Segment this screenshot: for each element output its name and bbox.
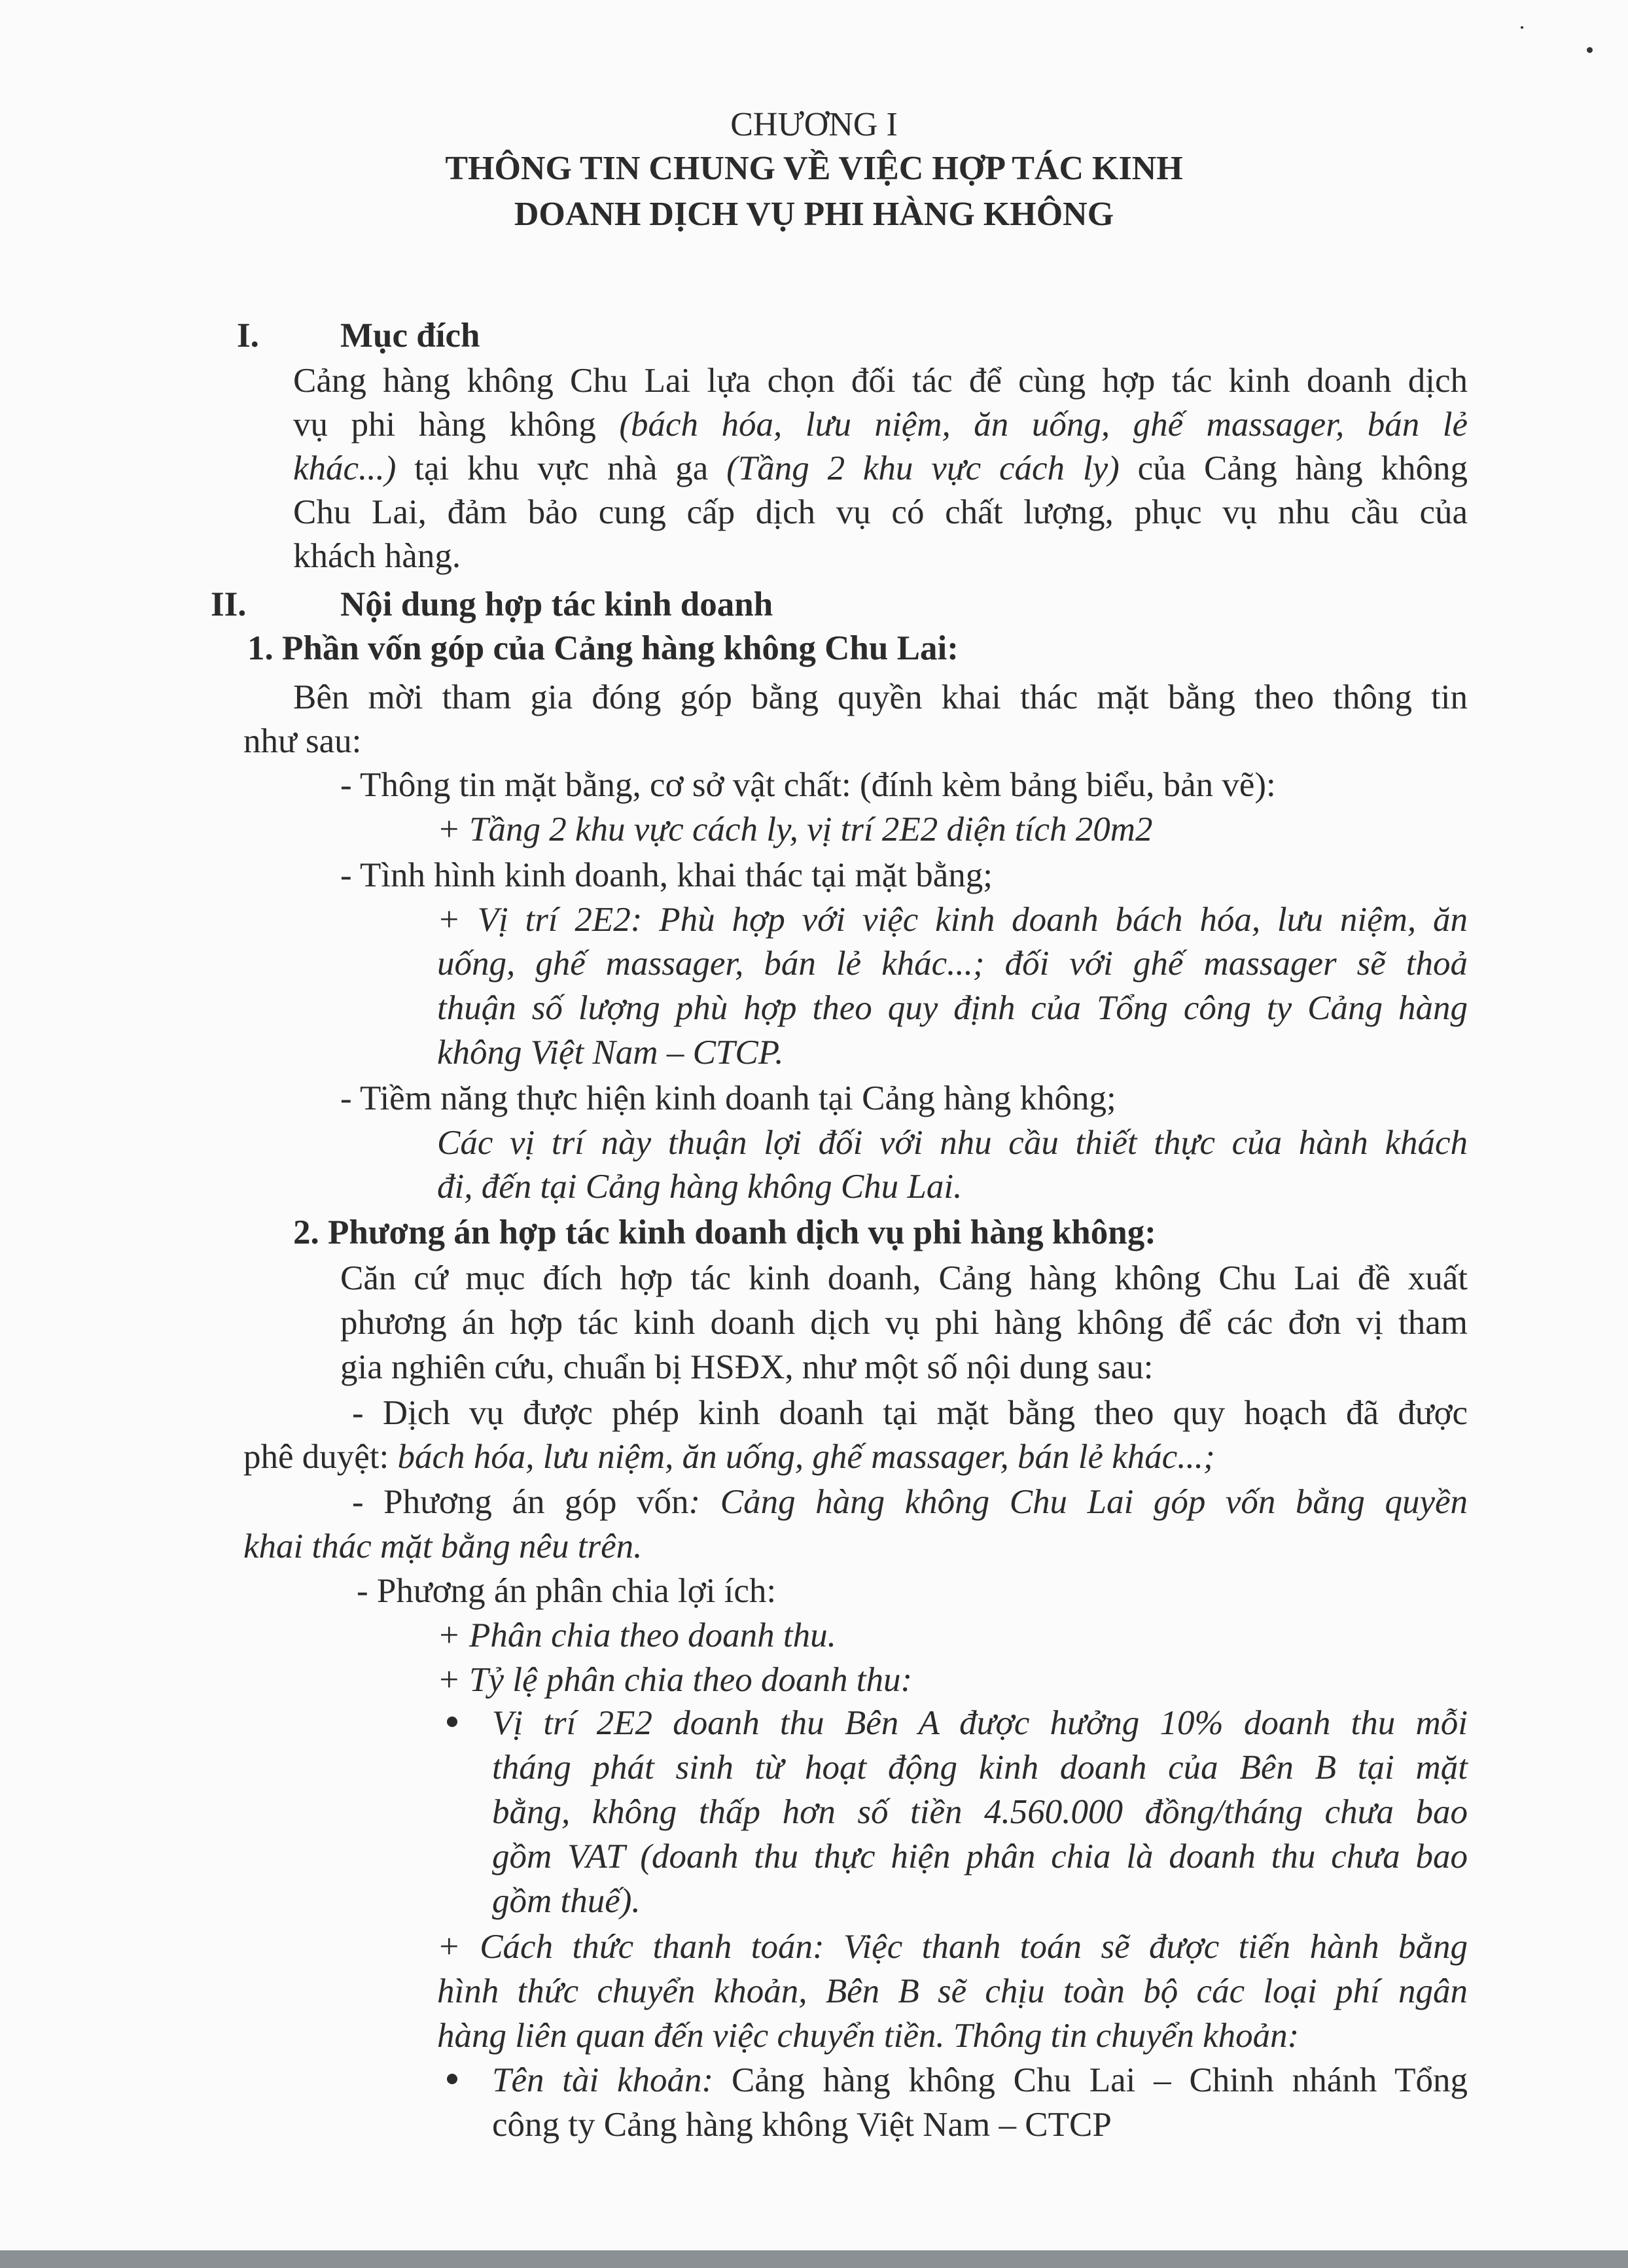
subsection-1-text-line: thuận số lượng phù hợp theo quy định của Tổng công ty Cảng hàng <box>437 989 1468 1027</box>
subsection-1-text-line: Bên mời tham gia đóng góp bằng quyền khai thác mặt bằng theo thông tin <box>293 678 1468 716</box>
subsection-1-text-line: đi, đến tại Cảng hàng không Chu Lai. <box>437 1168 963 1206</box>
scan-bottom-edge <box>0 2250 1628 2268</box>
bullet-text-line: gồm thuế). <box>492 1882 641 1920</box>
payment-text-line: hàng liên quan đến việc chuyển tiền. Thông tin chuyển khoản: <box>437 2017 1300 2055</box>
payment-text-line: hình thức chuyển khoản, Bên B sẽ chịu toàn bộ các loại phí ngân <box>437 1972 1468 2010</box>
subsection-1-text-line: - Thông tin mặt bằng, cơ sở vật chất: (đính kèm bảng biểu, bản vẽ): <box>340 766 1276 804</box>
chapter-label: CHƯƠNG I <box>730 106 898 143</box>
subsection-1-text-line: + Tầng 2 khu vực cách ly, vị trí 2E2 diện tích 20m2 <box>437 811 1153 848</box>
subsection-2-text-line: - Phương án phân chia lợi ích: <box>357 1572 777 1610</box>
subsection-1-text-line: - Tiềm năng thực hiện kinh doanh tại Cảng hàng không; <box>340 1079 1116 1117</box>
subsection-2-text-line: khai thác mặt bằng nêu trên. <box>243 1527 643 1565</box>
section-1-text-line: khách hàng. <box>293 537 461 575</box>
section-2-number: II. <box>211 585 247 623</box>
subsection-2-text-line: + Phân chia theo doanh thu. <box>437 1616 836 1654</box>
section-1-number: I. <box>237 317 259 355</box>
account-text-line: Tên tài khoản: Cảng hàng không Chu Lai – Chinh nhánh Tổng <box>492 2061 1468 2099</box>
scan-speck <box>1521 26 1523 29</box>
subsection-2-text-line: phương án hợp tác kinh doanh dịch vụ phi hàng không để các đơn vị tham <box>340 1304 1468 1342</box>
section-1-text-line: khác...) tại khu vực nhà ga (Tầng 2 khu vực cách ly) của Cảng hàng không <box>293 449 1468 487</box>
subsection-1-text-line: - Tình hình kinh doanh, khai thác tại mặt bằng; <box>340 856 993 894</box>
subsection-2-text-line: phê duyệt: bách hóa, lưu niệm, ăn uống, ghế massager, bán lẻ khác...; <box>243 1438 1215 1476</box>
subsection-1-text-line: Các vị trí này thuận lợi đối với nhu cầu thiết thực của hành khách <box>437 1124 1468 1162</box>
subsection-2-text-line: + Tỷ lệ phân chia theo doanh thu: <box>437 1661 913 1699</box>
bullet-text-line: Vị trí 2E2 doanh thu Bên A được hưởng 10% doanh thu mỗi <box>492 1704 1468 1742</box>
section-1-title: Mục đích <box>340 317 480 355</box>
section-1-text-line: vụ phi hàng không (bách hóa, lưu niệm, ăn uống, ghế massager, bán lẻ <box>293 406 1468 444</box>
account-text-line: công ty Cảng hàng không Việt Nam – CTCP <box>492 2106 1112 2144</box>
bullet-text-line: tháng phát sinh từ hoạt động kinh doanh của Bên B tại mặt <box>492 1749 1468 1787</box>
chapter-title-line-1: THÔNG TIN CHUNG VỀ VIỆC HỢP TÁC KINH <box>445 150 1183 187</box>
subsection-1-text-line: uống, ghế massager, bán lẻ khác...; đối với ghế massager sẽ thoả <box>437 945 1468 983</box>
chapter-title-line-2: DOANH DỊCH VỤ PHI HÀNG KHÔNG <box>514 196 1114 233</box>
subsection-2-text-line: - Phương án góp vốn: Cảng hàng không Chu Lai góp vốn bằng quyền <box>352 1483 1468 1521</box>
bullet-text-line: bằng, không thấp hơn số tiền 4.560.000 đồng/tháng chưa bao <box>492 1793 1468 1831</box>
bullet-text-line: gồm VAT (doanh thu thực hiện phân chia là doanh thu chưa bao <box>492 1838 1468 1875</box>
subsection-1-title: 1. Phần vốn góp của Cảng hàng không Chu Lai: <box>247 629 959 667</box>
subsection-1-text-line: như sau: <box>243 722 362 760</box>
subsection-2-title: 2. Phương án hợp tác kinh doanh dịch vụ phi hàng không: <box>293 1213 1156 1251</box>
scan-speck <box>1587 47 1593 53</box>
section-1-text-line: Cảng hàng không Chu Lai lựa chọn đối tác để cùng hợp tác kinh doanh dịch <box>293 362 1468 400</box>
subsection-1-text-line: không Việt Nam – CTCP. <box>437 1034 784 1072</box>
payment-text-line: + Cách thức thanh toán: Việc thanh toán sẽ được tiến hành bằng <box>437 1928 1468 1966</box>
bullet-icon <box>447 1717 457 1727</box>
subsection-2-text-line: - Dịch vụ được phép kinh doanh tại mặt bằng theo quy hoạch đã được <box>352 1394 1468 1432</box>
section-2-title: Nội dung hợp tác kinh doanh <box>340 585 773 623</box>
subsection-2-text-line: Căn cứ mục đích hợp tác kinh doanh, Cảng hàng không Chu Lai đề xuất <box>340 1259 1468 1297</box>
section-1-text-line: Chu Lai, đảm bảo cung cấp dịch vụ có chất lượng, phục vụ nhu cầu của <box>293 493 1468 531</box>
bullet-icon <box>447 2074 457 2084</box>
subsection-1-text-line: + Vị trí 2E2: Phù hợp với việc kinh doanh bách hóa, lưu niệm, ăn <box>437 901 1468 939</box>
subsection-2-text-line: gia nghiên cứu, chuẩn bị HSĐX, như một số nội dung sau: <box>340 1348 1154 1386</box>
